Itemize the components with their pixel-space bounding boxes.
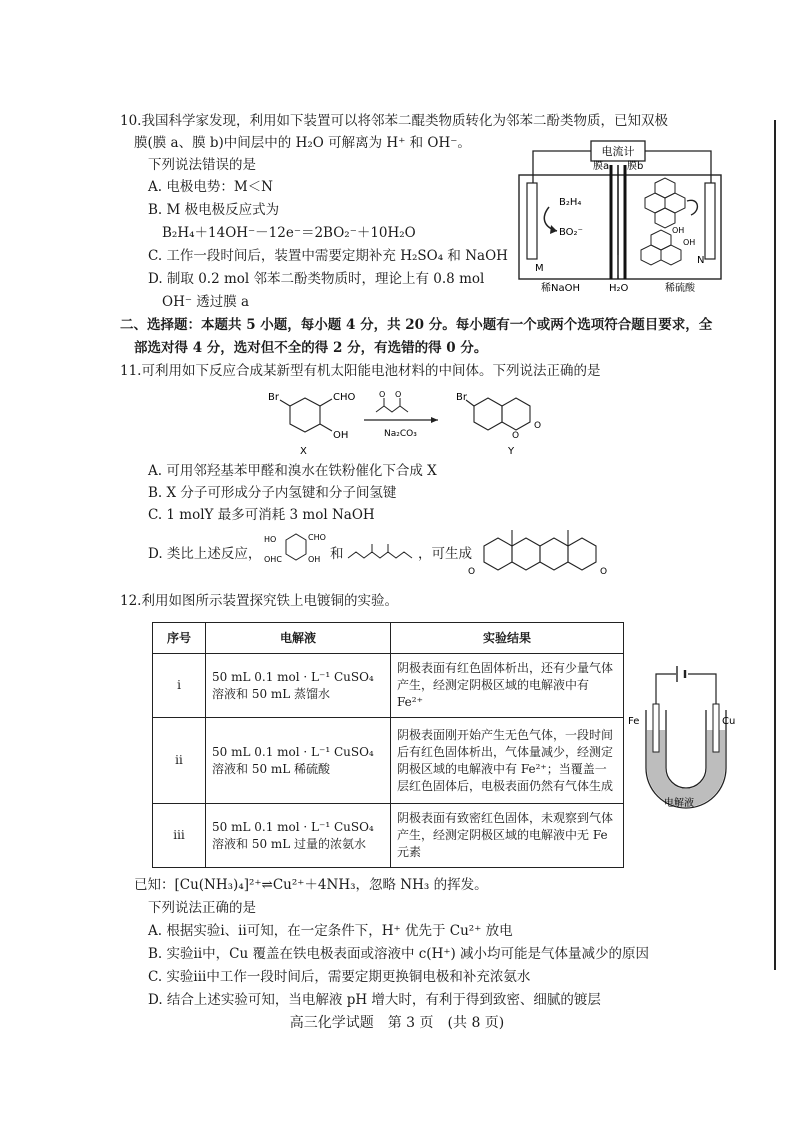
electrode-m [527,183,537,259]
row2-solution [206,718,391,804]
cu-electrode [713,704,719,752]
b2h4-label: B₂H₄ [559,197,582,208]
row2-solution-line1: 50 mL 0.1 mol · L⁻¹ CuSO₄ [212,744,374,759]
row3-result-line3: 元素 [397,845,422,859]
q12-option-c: C. 实验ⅲ中工作一段时间后，需要定期更换铜电极和补充浓氨水 [148,969,531,985]
q11-option-d-anhydride [346,540,416,566]
row2-result-line2: 后有红色固体析出，气体量减少，经测定 [397,744,614,759]
d-cho-label: CHO [308,533,326,542]
row2-index: ⅱ [153,718,206,804]
q12-known: 已知：[Cu(NH₃)₄]²⁺⇌Cu²⁺＋4NH₃，忽略 NH₃ 的挥发。 [134,877,488,893]
q12-option-b: B. 实验ⅱ中，Cu 覆盖在铁电极表面或溶液中 c(H⁺) 减小均可能是气体量减少的原因 [148,946,650,962]
u-tube-inner [666,710,706,788]
row3-solution-line1: 50 mL 0.1 mol · L⁻¹ CuSO₄ [212,819,374,834]
q10-option-d-cont: OH⁻ 透过膜 a [162,294,250,310]
row1-result-line3: Fe²⁺ [397,695,423,709]
d-oh-label: OH [308,555,321,564]
row1-solution-line1: 50 mL 0.1 mol · L⁻¹ CuSO₄ [212,669,374,684]
page-footer: 高三化学试题 第 3 页 (共 8 页) [289,1015,505,1031]
row2-result-line1: 阴极表面刚开始产生无色气体，一段时间 [397,727,614,742]
row2-solution-line2: 溶液和 50 mL 稀硫酸 [212,761,331,776]
q12-stem: 12.利用如图所示装置探究铁上电镀铜的实验。 [120,593,398,609]
row3-solution-line2: 溶液和 50 mL 过量的浓氨水 [212,836,367,851]
electrolysis-cell-diagram [515,135,725,295]
q12-option-a: A. 根据实验ⅰ、ⅱ可知，在一定条件下，H⁺ 优先于 Cu²⁺ 放电 [148,923,513,939]
y-br-label: Br [456,392,467,403]
fe-electrode [653,704,659,752]
anhydride-o2: O [395,390,402,399]
x-label: X [300,446,307,457]
q10-ask: 下列说法错误的是 [148,157,256,173]
table-header-result: 实验结果 [391,623,624,654]
reaction-condition: Na₂CO₃ [384,429,417,439]
row2-result-line4: 层红色固体后，电极表面仍然有气体生成 [397,778,614,793]
q11-option-d-reactant [262,530,324,578]
q10-option-d: D. 制取 0.2 mol 邻苯二酚类物质时，理论上有 0.8 mol [148,271,485,287]
galvanometer-label: 电流计 [601,145,635,158]
y-pyranone-ring [502,398,530,430]
bo2-label: BO₂⁻ [559,227,583,238]
experiment-table [152,622,624,868]
row1-result-line1: 阴极表面有红色固体析出，还有少量气体 [397,661,614,675]
quinone-molecule [645,178,685,228]
middle-solution-label: H₂O [609,283,629,294]
q12-option-d: D. 结合上述实验可知，当电解液 pH 增大时，有利于得到致密、细腻的镀层 [148,992,601,1008]
y-carbonyl-o: O [534,421,542,431]
catechol-molecule [641,230,681,265]
row3-result-line1: 阴极表面有致密红色固体，未观察到气体 [397,811,614,825]
q10-stem-line2: 膜(膜 a、膜 b)中间层中的 H₂O 可解离为 H⁺ 和 OH⁻。 [134,135,471,151]
q11-option-d-and: 和 [330,546,344,562]
row1-solution [206,654,391,718]
membrane-a-label: 膜a [593,161,610,172]
y-benzene-ring [474,398,502,430]
row3-result-line2: 产生，经测定阴极区域的电解液中无 Fe [397,828,608,842]
right-solution-label: 稀硫酸 [665,283,695,294]
table-row [153,804,624,868]
q11-option-b: B. X 分子可形成分子内氢键和分子间氢键 [148,485,397,501]
page-edge-line [774,120,776,970]
table-row [153,654,624,718]
membrane-b-label: 膜b [627,161,644,172]
table-header-index: 序号 [153,623,206,654]
electrode-n-label: N [697,255,705,266]
q11-reaction-scheme [260,388,590,460]
q11-option-d-prefix: D. 类比上述反应， [148,546,262,562]
row3-result [391,804,624,868]
row1-result-line2: 产生，经测定阴极区域的电解液中有 [397,678,590,692]
fe-label: Fe [628,716,640,727]
cu-label: Cu [722,716,736,727]
section2-line1: 二、选择题：本题共 5 小题，每小题 4 分，共 20 分。每小题有一个或两个选项符合题目要求，全 [120,317,713,333]
u-tube-plating-diagram [628,660,738,810]
electrode-n [705,183,715,259]
table-header-row [153,623,624,654]
row1-solution-line2: 溶液和 50 mL 蒸馏水 [212,686,331,701]
d-ho-label: HO [264,535,277,544]
anhydride-o1: O [379,390,386,399]
row2-result-line3: 阴极区域的电解液中有 Fe²⁺；当覆盖一 [397,761,607,776]
q10-option-a: A. 电极电势：M＜N [148,179,273,195]
row1-result [391,654,624,718]
row3-solution [206,804,391,868]
x-benzene-ring [290,398,320,432]
electrolyte-label: 电解液 [664,798,694,809]
left-solution-label: 稀NaOH [541,283,580,294]
q12-ask: 下列说法正确的是 [148,900,256,916]
product-o1: O [468,567,476,577]
oh-label-1: OH [672,226,685,235]
oh-label-2: OH [683,238,696,247]
product-o2: O [600,567,608,577]
q10-option-c: C. 工作一段时间后，装置中需要定期补充 H₂SO₄ 和 NaOH [148,248,508,264]
q11-stem: 11.可利用如下反应合成某新型有机太阳能电池材料的中间体。下列说法正确的是 [120,363,601,379]
q11-option-d-post: ，可生成 [418,546,472,562]
electrode-m-label: M [535,263,544,274]
q11-option-d-product [462,524,622,584]
x-br-label: Br [268,392,279,403]
table-header-electrolyte: 电解液 [206,623,391,654]
q10-option-b-equation: B₂H₄＋14OH⁻－12e⁻＝2BO₂⁻＋10H₂O [162,225,416,241]
table-row [153,718,624,804]
q10-option-b: B. M 极电极反应式为 [148,202,280,218]
row3-index: ⅲ [153,804,206,868]
x-oh-label: OH [333,430,349,441]
row2-result [391,718,624,804]
q11-option-a: A. 可用邻羟基苯甲醛和溴水在铁粉催化下合成 X [148,463,437,479]
d-ohc-label: OHC [264,555,282,564]
q11-option-c: C. 1 molY 最多可消耗 3 mol NaOH [148,507,375,523]
q10-stem-line1: 10.我国科学家发现，利用如下装置可以将邻苯二醌类物质转化为邻苯二酚类物质，已知双极 [120,113,668,129]
row1-index: ⅰ [153,654,206,718]
x-cho-label: CHO [333,392,356,403]
y-ring-o: O [512,431,520,441]
y-label: Y [508,446,515,457]
section2-line2: 部选对得 4 分，选对但不全的得 2 分，有选错的得 0 分。 [134,340,488,356]
